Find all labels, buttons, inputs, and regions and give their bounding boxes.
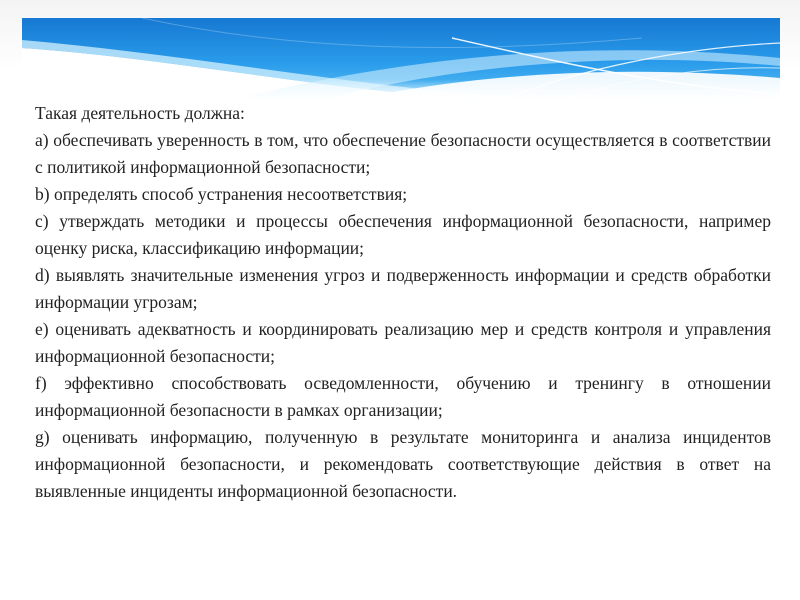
- slide-body: [35, 100, 771, 505]
- list-item-g: g) оценивать информацию, полученную в результате мониторинга и анализа инцидентов информационной безопасности, и рекомендовать соответствующие действия в ответ на выявленные инциденты информационной безопасности.: [35, 427, 771, 501]
- list-item-e: e) оценивать адекватность и координировать реализацию мер и средств контроля и управления информационной безопасности;: [35, 319, 771, 366]
- list-item-f: f) эффективно способствовать осведомленности, обучению и тренингу в отношении информационной безопасности в рамках организации;: [35, 373, 771, 420]
- wave-decoration: [22, 18, 780, 100]
- list-item-c: c) утверждать методики и процессы обеспечения информационной безопасности, например оценку риска, классификацию информации;: [35, 211, 771, 258]
- list-item-b: b) определять способ устранения несоответствия;: [35, 184, 408, 204]
- intro-text: Такая деятельность должна:: [35, 103, 245, 123]
- list-item-a: a) обеспечивать уверенность в том, что обеспечение безопасности осуществляется в соответствии с политикой информационной безопасности;: [35, 130, 771, 177]
- header-banner: [22, 18, 780, 100]
- list-item-d: d) выявлять значительные изменения угроз и подверженность информации и средств обработки информации угрозам;: [35, 265, 771, 312]
